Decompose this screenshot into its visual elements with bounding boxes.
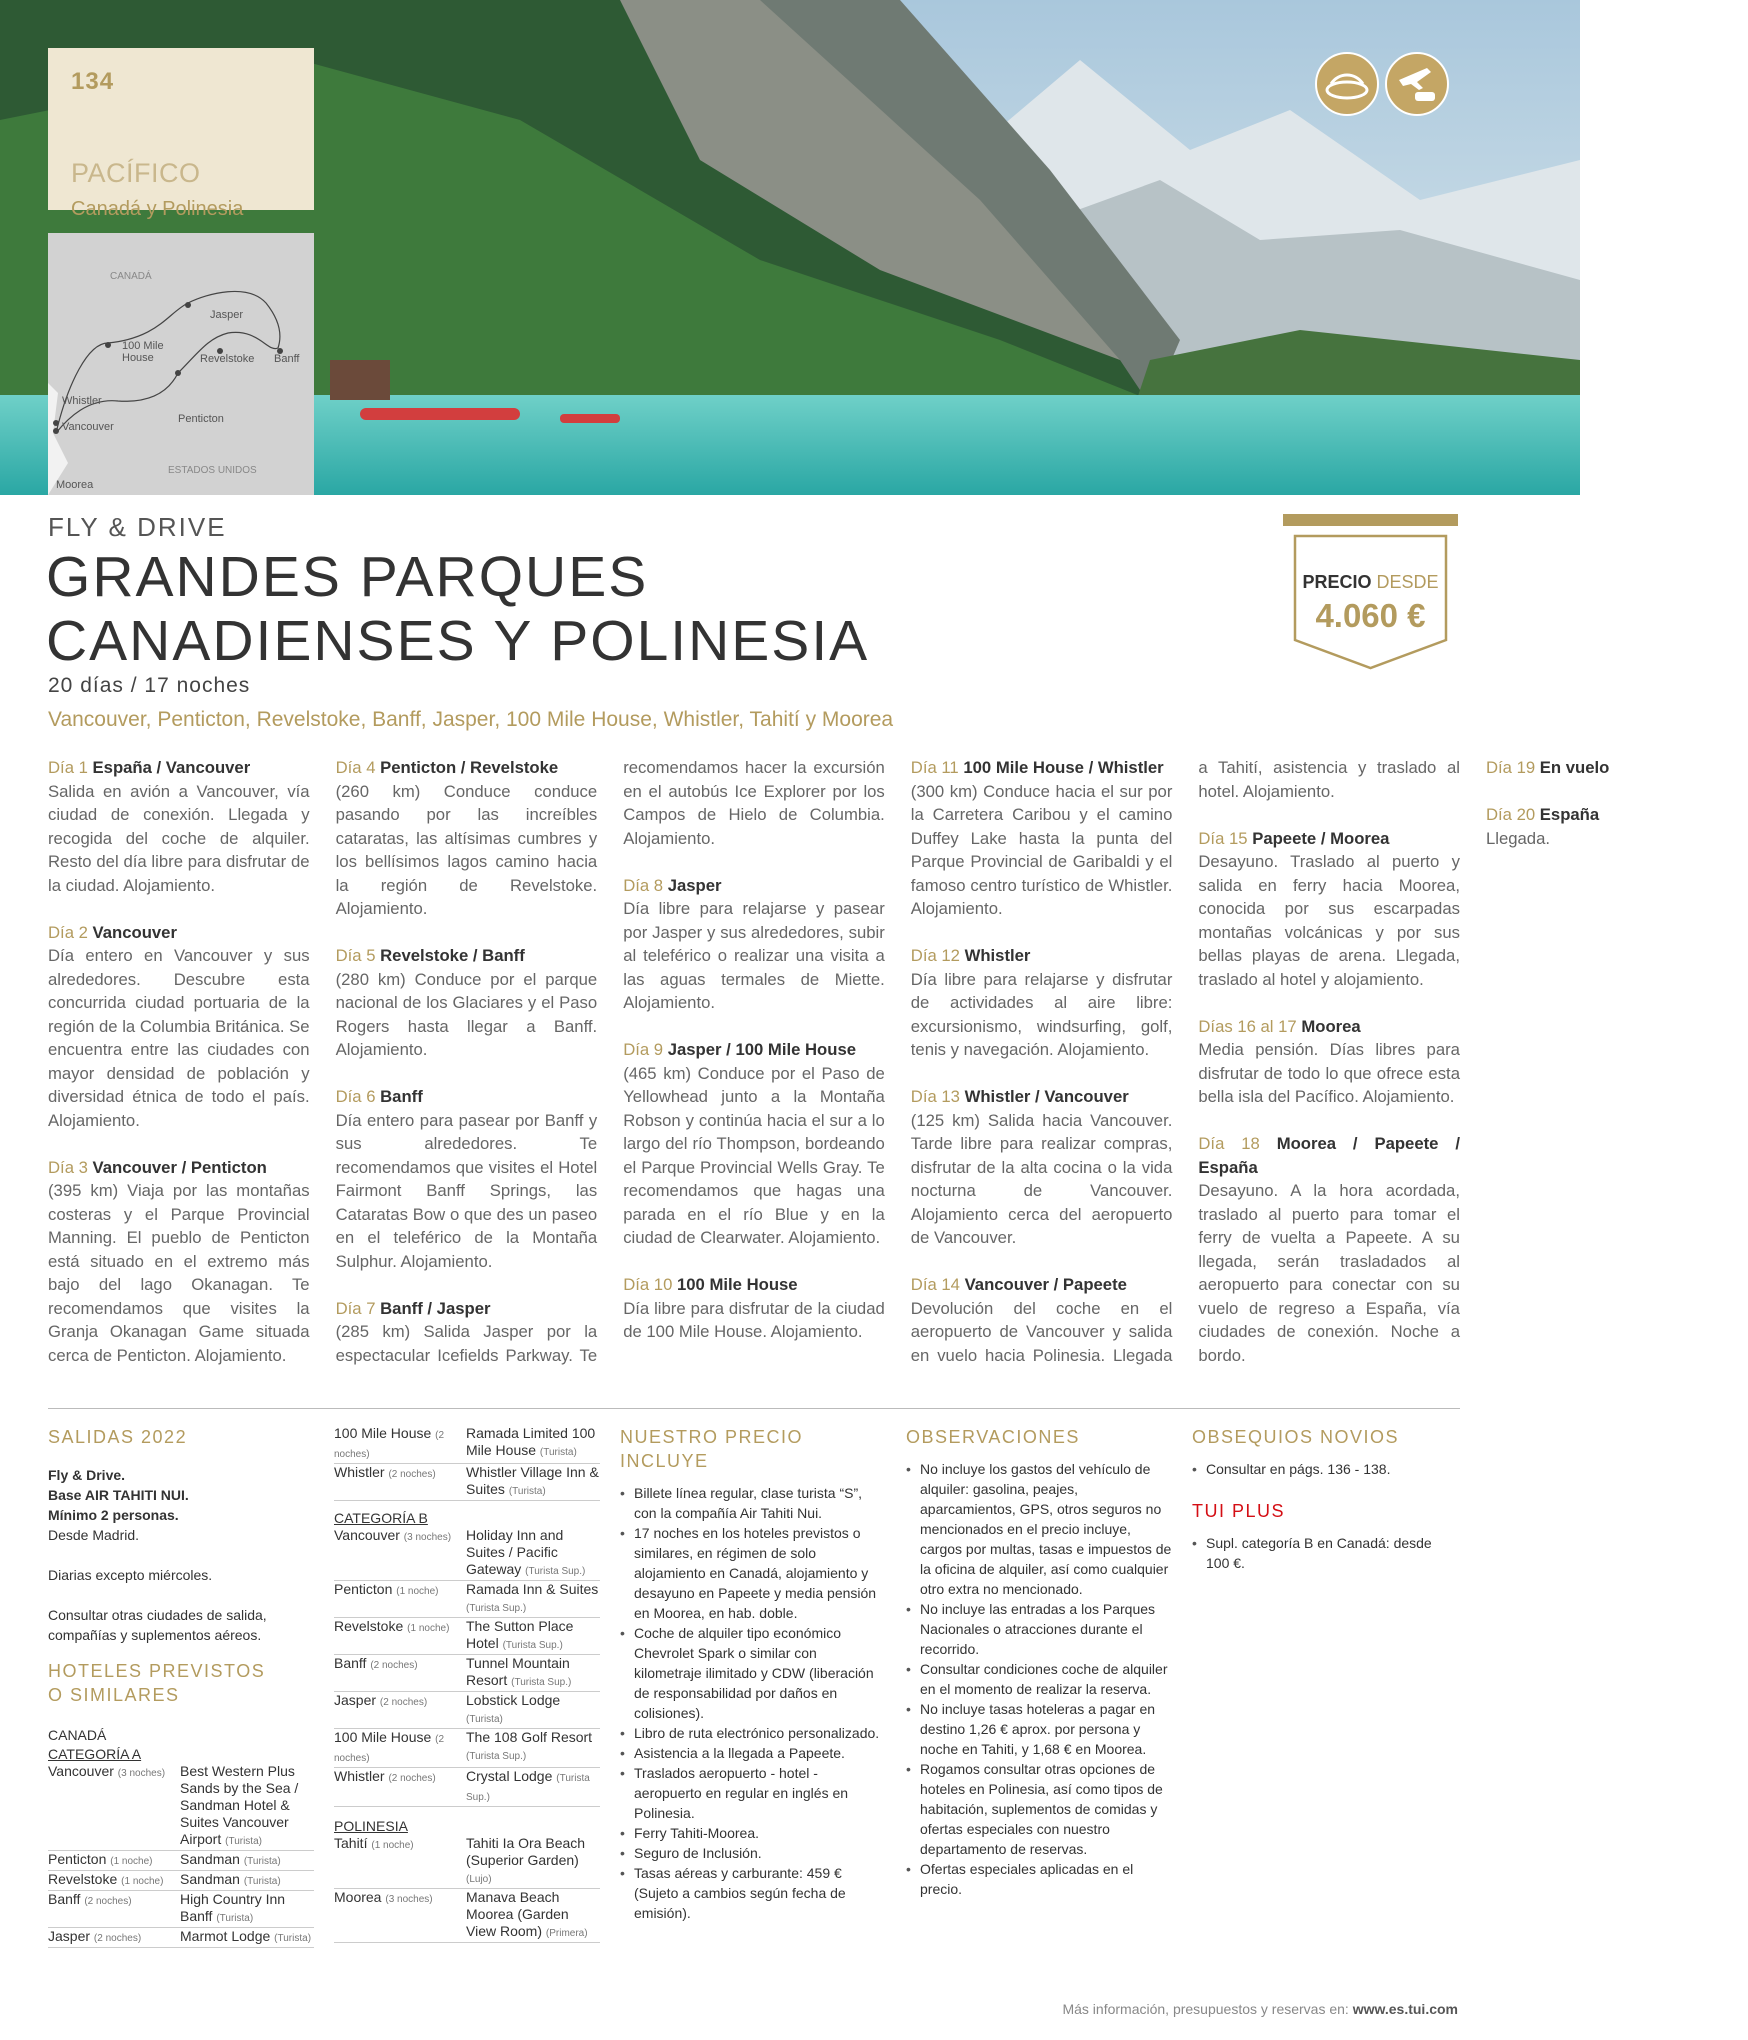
list-item: • Tasas aéreas y carburante: 459 € (Sujeto a cambios según fecha de emisión). (620, 1863, 886, 1923)
footer (1062, 2001, 1458, 2017)
day-heading (623, 1038, 885, 1062)
day-heading (911, 944, 1173, 968)
map-label-jasper: Jasper (210, 309, 244, 321)
day-description: (285 km) Salida Jasper por la espectacular Icefields Parkway. Te recomendamos hacer la excursión en el autobús Ice Explorer por los Campos de Hielo de Columbia. Alojamiento. (335, 758, 885, 1365)
hotel-name-cell (180, 1891, 314, 1928)
list-item: • Traslados aeropuerto - hotel - aeropuerto en regular en inglés en Polinesia. (620, 1763, 886, 1823)
hotel-row (334, 1692, 600, 1729)
list-item: • Seguro de Inclusión. (620, 1843, 886, 1863)
itinerary-day (48, 1156, 310, 1368)
salidas-line-3: Mínimo 2 personas. (48, 1507, 179, 1523)
day-heading (336, 1085, 598, 1109)
observaciones-list (906, 1459, 1172, 1899)
section-divider (48, 1408, 1460, 1409)
observaciones-heading: OBSERVACIONES (906, 1427, 1080, 1447)
hotel-name: Ramada Limited 100 Mile House (466, 1425, 596, 1458)
hotel-nights: (2 noches) (334, 1430, 445, 1460)
day-number: Día 1 (48, 758, 88, 777)
hotel-nights: (2 noches) (84, 1896, 132, 1907)
hotel-name: Whistler Village Inn & Suites (466, 1464, 599, 1497)
day-description: Salida en avión a Vancouver, vía ciudad de conexión. Llegada y recogida del coche de alquiler. Resto del día libre para disfrutar de la ciudad. Alojamiento. (48, 781, 310, 895)
hotel-name: Marmot Lodge (180, 1928, 271, 1944)
hotel-name: Lobstick Lodge (466, 1692, 561, 1708)
price-badge (1283, 514, 1458, 682)
hotel-class: (Turista) (539, 1447, 577, 1458)
list-item: • No incluye los gastos del vehículo de alquiler: gasolina, peajes, aparcamientos, GPS, otros seguros no mencionados en el precio incluye, cargos por multas, tasas e impuestos de la oficina de alquiler, así como cualquier otro extra no mencionado. (906, 1459, 1172, 1599)
day-number: Día 20 (1485, 805, 1536, 824)
hotel-class: (Turista Sup.) (502, 1640, 563, 1651)
hotel-name: Tahiti Ia Ora Beach (Superior Garden) (466, 1835, 586, 1868)
hotel-city-cell (334, 1655, 466, 1692)
hotel-nights: (3 noches) (403, 1532, 452, 1543)
hotel-name: Holiday Inn and Suites / Pacific Gateway (466, 1527, 564, 1577)
day-number: Día 13 (910, 1087, 960, 1106)
region-label: PACÍFICO (71, 158, 201, 188)
itinerary-day (1198, 827, 1460, 992)
day-place: Whistler / Vancouver (964, 1087, 1129, 1106)
hotel-city-cell (334, 1527, 466, 1581)
incluye-list (620, 1483, 886, 1923)
day-heading (1486, 756, 1748, 780)
hotel-name: The 108 Golf Resort (466, 1729, 593, 1745)
page-number: 134 (71, 68, 115, 95)
day-place: Whistler (964, 946, 1031, 965)
itinerary-day (623, 1038, 885, 1250)
day-description: (280 km) Conduce por el parque nacional de los Glaciares y el Paso Rogers hasta llegar a Banff. Alojamiento. (335, 969, 598, 1059)
hotel-city-cell (48, 1763, 180, 1851)
day-number: Día 9 (623, 1040, 664, 1059)
footer-text: Más información, presupuestos y reservas en: (1062, 2001, 1349, 2017)
tuiplus-heading: TUI PLUS (1192, 1501, 1286, 1521)
itinerary-day (911, 756, 1173, 921)
day-number: Día 11 (910, 758, 959, 777)
day-number: Día 4 (335, 758, 376, 777)
hotel-city: Penticton (334, 1581, 393, 1597)
hotel-name-cell (466, 1729, 600, 1768)
hotel-class: (Turista Sup.) (525, 1566, 586, 1577)
hotel-name-cell (466, 1692, 600, 1729)
day-description: Día entero para pasear por Banff y sus alrededores. Te recomendamos que visites el Hotel Fairmont Banff Springs, las Cataratas Bow o que des un paseo en el teleférico de la Montaña Sulphur. Alojamiento. (335, 1110, 598, 1271)
hotel-city: Revelstoke (334, 1618, 404, 1634)
day-description: Día entero en Vancouver y sus alrededores. Descubre esta concurrida ciudad portuaria de la región de la Columbia Británica. Se encuentra entre las ciudades con mayor densidad de población y diversidad étnica de todo el país. Alojamiento. (48, 946, 310, 1130)
day-heading (1486, 803, 1748, 827)
hotels-table-a (48, 1763, 314, 1948)
hotel-name-cell (466, 1425, 600, 1464)
itinerary-day (48, 921, 310, 1133)
hotel-name-cell (180, 1928, 314, 1948)
hotel-city: Moorea (334, 1889, 382, 1905)
price-label: PRECIO DESDE (1302, 572, 1439, 592)
hotel-row (48, 1871, 314, 1891)
itinerary-day (911, 1085, 1173, 1250)
hotel-city-cell (334, 1729, 466, 1768)
salidas-consult: Consultar otras ciudades de salida, compañías y suplementos aéreos. (48, 1607, 267, 1643)
day-description: Día libre para disfrutar de la ciudad de 100 Mile House. Alojamiento. (623, 1298, 885, 1341)
incluye-heading: NUESTRO PRECIO INCLUYE (620, 1427, 804, 1471)
hotel-name: Crystal Lodge (466, 1768, 553, 1784)
day-place: Jasper (667, 875, 722, 895)
list-item: • Billete línea regular, clase turista “S”, con la compañía Air Tahiti Nui. (620, 1483, 886, 1523)
hotel-name: Best Western Plus Sands by the Sea / Sandman Hotel & Suites Vancouver Airport (180, 1763, 299, 1847)
itinerary-day (336, 756, 598, 921)
hotel-name: Sandman (180, 1871, 240, 1887)
hotel-nights: (1 noche) (407, 1623, 450, 1634)
hotel-nights: (3 noches) (385, 1894, 433, 1905)
hotel-row (334, 1835, 600, 1889)
hotel-class: (Turista) (508, 1486, 546, 1497)
hotel-class: (Turista) (466, 1714, 503, 1725)
hotel-city: Tahití (334, 1835, 368, 1851)
itinerary-day (623, 1273, 885, 1344)
map-label-canada: CANADÁ (110, 271, 152, 282)
tuiplus-list (1192, 1533, 1458, 1573)
itinerary-day (336, 1085, 598, 1273)
day-description: Día libre para relajarse y pasear por Jasper y sus alrededores, subir al teleférico o realizar una visita a las aguas termales de Miette. Alojamiento. (623, 899, 885, 1012)
hotel-class: (Turista) (243, 1856, 281, 1867)
hotel-name: Tunnel Mountain Resort (466, 1655, 570, 1688)
day-place: Revelstoke / Banff (380, 946, 525, 965)
hotel-class: (Turista Sup.) (511, 1677, 572, 1688)
hotel-name: High Country Inn Banff (180, 1891, 286, 1924)
list-item: • No incluye tasas hoteleras a pagar en destino 1,26 € aprox. por persona y noche en Tahiti, y 1,68 € en Moorea. (906, 1699, 1172, 1759)
page-tag (48, 48, 314, 220)
day-description: (125 km) Salida hacia Vancouver. Tarde libre para realizar compras, disfrutar de la alta cocina o la vida nocturna de Vancouver. Alojamiento cerca del aeropuerto de Vancouver. (910, 1110, 1173, 1247)
hotel-city-cell (334, 1425, 466, 1464)
day-number: Día 5 (335, 946, 376, 965)
list-item: • No incluye las entradas a los Parques Nacionales o atracciones durante el recorrido. (906, 1599, 1172, 1659)
hotel-row (334, 1768, 600, 1807)
hotel-row (334, 1618, 600, 1655)
hotel-city: Penticton (48, 1851, 107, 1867)
itinerary-day (1486, 803, 1748, 850)
day-description: Desayuno. A la hora acordada, traslado al puerto para tomar el ferry de vuelta a Papeete. A su llegada, serán trasladados al aeropuerto para conectar con su vuelo de regreso a España, vía ciudades de conexión. Noche a bordo. (1198, 1181, 1460, 1365)
hotel-class: (Turista) (225, 1836, 262, 1847)
map-label-vancouver: Vancouver (62, 421, 114, 433)
hotel-class: (Primera) (545, 1928, 588, 1939)
hotel-city: Whistler (334, 1464, 385, 1480)
incluye-column (620, 1425, 886, 1923)
hotel-name-cell (180, 1851, 314, 1871)
hotels-category-a: CATEGORÍA A (48, 1746, 142, 1762)
day-heading (1198, 1015, 1460, 1039)
hotel-name-cell (466, 1889, 600, 1943)
day-description: (260 km) Conduce conduce pasando por las increíbles cataratas, las altísimas cumbres y los bellísimos lagos camino hacia la región de Revelstoke. Alojamiento. (335, 781, 598, 918)
list-item: • Consultar en págs. 136 - 138. (1192, 1459, 1458, 1479)
hotel-city-cell (334, 1581, 466, 1618)
itinerary-day (623, 874, 885, 1015)
day-description: Desayuno. Traslado al puerto y salida en ferry hacia Moorea, conocida por sus escarpadas montañas volcánicas y por sus bellas playas de arena. Llegada, traslado al hotel y alojamiento. (1198, 852, 1460, 989)
itinerary-day (336, 944, 598, 1062)
day-heading (336, 756, 598, 780)
list-item: • Coche de alquiler tipo económico Chevrolet Spark o similar con kilometraje ilimitado y CDW (liberación de responsabilidad por daños en colisiones). (620, 1623, 886, 1723)
hotel-row (48, 1763, 314, 1851)
hotel-class: (Turista Sup.) (466, 1603, 527, 1614)
day-number: Día 14 (910, 1275, 960, 1294)
hotel-class: (Turista Sup.) (466, 1751, 527, 1762)
day-heading (48, 921, 310, 945)
hotel-row (334, 1527, 600, 1581)
hotel-row (48, 1851, 314, 1871)
title-line-2: CANADIENSES Y POLINESIA (46, 609, 870, 673)
hotel-city-cell (334, 1768, 466, 1807)
hotels-country-canada: CANADÁ (48, 1727, 107, 1743)
map-label-banff: Banff (274, 353, 300, 365)
hotel-row (334, 1464, 600, 1501)
hotel-class: (Lujo) (466, 1874, 492, 1885)
salidas-heading: SALIDAS 2022 (48, 1427, 188, 1447)
day-number: Día 19 (1485, 758, 1536, 777)
day-place: Penticton / Revelstoke (380, 758, 559, 777)
day-description: Día libre para relajarse y disfrutar de actividades al aire libre: excursionismo, windsurfing, golf, tenis y navegación. Alojamiento. (910, 969, 1173, 1059)
map-label-revelstoke: Revelstoke (200, 353, 255, 365)
list-item: • Ofertas especiales aplicadas en el precio. (906, 1859, 1172, 1899)
hotel-name: Manava Beach Moorea (Garden View Room) (466, 1889, 569, 1939)
hotel-city: Jasper (48, 1928, 91, 1944)
itinerary-day (911, 944, 1173, 1062)
day-heading (911, 1085, 1173, 1109)
page-title (46, 545, 869, 673)
hotel-row (334, 1889, 600, 1943)
duration: 20 días / 17 noches (48, 674, 251, 697)
day-heading (336, 944, 598, 968)
hotels-category-b: CATEGORÍA B (334, 1510, 428, 1526)
list-item: • Ferry Tahiti-Moorea. (620, 1823, 886, 1843)
hotels-table-polinesia (334, 1835, 600, 1943)
hotel-city-cell (334, 1889, 466, 1943)
hotel-city-cell (48, 1891, 180, 1928)
hotel-class: (Turista) (274, 1933, 312, 1944)
map-label-estados-unidos: ESTADOS UNIDOS (168, 465, 257, 476)
hotel-nights: (2 noches) (370, 1660, 418, 1671)
day-place: Moorea (1301, 1016, 1361, 1036)
hotel-name: Sandman (180, 1851, 240, 1867)
subregion-label: Canadá y Polinesia (71, 198, 244, 220)
hotel-name-cell (466, 1655, 600, 1692)
hotel-class: (Turista) (243, 1876, 281, 1887)
list-item: • Rogamos consultar otras opciones de hoteles en Polinesia, así como tipos de habitación, suplementos de comidas y ofertas especiales con nuestro departamento de reservas. (906, 1759, 1172, 1859)
hotel-nights: (2 noches) (388, 1469, 436, 1480)
map-label-moorea: Moorea (56, 479, 94, 491)
hotels-column (334, 1425, 600, 1943)
day-place: España / Vancouver (92, 758, 251, 777)
day-description: (465 km) Conduce por el Paso de Yellowhead junto a la Montaña Robson y continúa hacia el sur a lo largo del río Thompson, bordeando el Parque Provincial Wells Gray. Te recomendamos que hagas una parada en el río Blue y en la ciudad de Clearwater. Alojamiento. (623, 1063, 885, 1247)
day-heading (911, 756, 1173, 780)
day-number: Días 16 al 17 (1198, 1016, 1297, 1036)
hotel-city-cell (48, 1871, 180, 1891)
day-number: Día 7 (335, 1298, 376, 1318)
hotel-city: Banff (48, 1891, 81, 1907)
hotel-name-cell (466, 1618, 600, 1655)
hotel-nights: (1 noche) (371, 1840, 414, 1851)
day-description: (395 km) Viaja por las montañas costeras y el Parque Provincial Manning. El pueblo de Penticton está situado en el extremo más bajo del lago Okanagan. Te recomendamos que visites la Granja Okanagan Game situada cerca de Penticton. Alojamiento. (48, 1181, 310, 1365)
hotel-name-cell (466, 1768, 600, 1807)
salidas-line-2: Base AIR TAHITI NUI. (48, 1487, 189, 1503)
obsequios-list (1192, 1459, 1458, 1479)
itinerary (48, 756, 1610, 1388)
route-map (48, 233, 314, 495)
hotel-nights: (1 noche) (396, 1586, 439, 1597)
hotel-name-cell (466, 1581, 600, 1618)
obsequios-column (1192, 1425, 1458, 1573)
hotel-name: The Sutton Place Hotel (466, 1618, 574, 1651)
hotel-name-cell (180, 1763, 314, 1851)
day-place: Vancouver (92, 922, 177, 942)
map-label-100-mile-house: 100 Mile House (122, 340, 164, 364)
hotel-city: Vancouver (334, 1527, 400, 1543)
hotel-nights: (1 noche) (110, 1856, 153, 1867)
day-heading (48, 1156, 310, 1180)
itinerary-day (1198, 1132, 1460, 1367)
list-item: • Asistencia a la llegada a Papeete. (620, 1743, 886, 1763)
day-description: Devolución del coche en el aeropuerto de Vancouver y salida en vuelo hacia Polinesia. Llegada a Tahití, asistencia y traslado al hotel. Alojamiento. (910, 758, 1460, 1365)
day-heading (623, 1273, 885, 1297)
hotel-nights: (3 noches) (117, 1768, 166, 1779)
day-place: 100 Mile House / Whistler (963, 758, 1164, 777)
hotel-name: Ramada Inn & Suites (466, 1581, 599, 1597)
hotel-nights: (2 noches) (93, 1933, 142, 1944)
hotel-city: 100 Mile House (334, 1425, 432, 1441)
day-number: Día 6 (335, 1087, 376, 1106)
day-number: Día 2 (48, 922, 88, 942)
hotels-country-polinesia: POLINESIA (334, 1818, 408, 1834)
hotels-heading: HOTELES PREVISTOS O SIMILARES (48, 1661, 266, 1705)
day-number: Día 18 (1198, 1134, 1260, 1153)
hotel-class: (Turista Sup.) (466, 1773, 590, 1803)
hotel-row (334, 1425, 600, 1464)
hotel-name-cell (466, 1835, 600, 1889)
map-label-whistler: Whistler (62, 395, 102, 407)
day-description: Llegada. (1485, 828, 1550, 848)
day-heading (1198, 827, 1460, 851)
day-place: Vancouver / Papeete (964, 1275, 1127, 1294)
day-place: En vuelo (1539, 758, 1610, 777)
hotel-city: Jasper (334, 1692, 377, 1708)
list-item: • 17 noches en los hoteles previstos o similares, en régimen de solo alojamiento en Canadá, alojamiento y desayuno en Papeete y media pensión en Moorea, en hab. doble. (620, 1523, 886, 1623)
day-number: Día 8 (623, 875, 664, 895)
obsequios-heading: OBSEQUIOS NOVIOS (1192, 1427, 1400, 1447)
list-item: • Supl. categoría B en Canadá: desde 100 €. (1192, 1533, 1458, 1573)
day-description: (300 km) Conduce hacia el sur por la Carretera Caribou y el camino Duffey Lake hasta la punta del Parque Provincial de Garibaldi y el famoso centro turístico de Whistler. Alojamiento. (910, 781, 1173, 918)
title-line-1: GRANDES PARQUES (46, 545, 649, 609)
day-place: Jasper / 100 Mile House (667, 1040, 857, 1059)
day-number: Día 15 (1198, 828, 1248, 848)
hotel-city: Banff (334, 1655, 367, 1671)
hotel-name-cell (466, 1464, 600, 1501)
hotels-table-a-cont (334, 1425, 600, 1501)
hotel-city: Revelstoke (48, 1871, 118, 1887)
hotel-city-cell (334, 1464, 466, 1501)
salidas-column (48, 1425, 314, 1948)
hotel-row (48, 1928, 314, 1948)
hotel-nights: (2 noches) (388, 1773, 436, 1784)
hotel-city-cell (334, 1835, 466, 1889)
day-heading (911, 1273, 1173, 1297)
price-value: 4.060 € (1315, 597, 1426, 634)
route-list: Vancouver, Penticton, Revelstoke, Banff, Jasper, 100 Mile House, Whistler, Tahití y Moorea (48, 708, 894, 731)
hotel-row (48, 1891, 314, 1928)
hotel-row (334, 1581, 600, 1618)
footer-link[interactable]: www.es.tui.com (1352, 2001, 1458, 2017)
day-place: Moorea / Papeete / España (1198, 1134, 1460, 1177)
hotel-nights: (1 noche) (121, 1876, 164, 1887)
day-place: Banff / Jasper (380, 1298, 491, 1318)
observaciones-column (906, 1425, 1172, 1899)
salidas-line-1: Fly & Drive. (48, 1467, 126, 1483)
hotels-table-b (334, 1527, 600, 1807)
hotel-class: (Turista) (216, 1913, 254, 1924)
hotel-city-cell (334, 1692, 466, 1729)
hotel-row (334, 1655, 600, 1692)
day-heading (48, 756, 310, 780)
hotel-city: Vancouver (48, 1763, 114, 1779)
day-place: España (1539, 805, 1600, 824)
day-place: 100 Mile House (677, 1275, 798, 1294)
salidas-daily: Diarias excepto miércoles. (48, 1567, 213, 1583)
map-label-penticton: Penticton (178, 413, 224, 425)
hotel-name-cell (466, 1527, 600, 1581)
day-description: Media pensión. Días libres para disfrutar de todo lo que ofrece esta bella isla del Pacífico. Alojamiento. (1198, 1040, 1460, 1106)
itinerary-day (48, 756, 310, 897)
day-heading (1198, 1132, 1460, 1179)
list-item: • Consultar condiciones coche de alquiler en el momento de realizar la reserva. (906, 1659, 1172, 1699)
hotel-city: 100 Mile House (334, 1729, 432, 1745)
day-place: Banff (380, 1087, 423, 1106)
hotel-city-cell (334, 1618, 466, 1655)
hotel-city-cell (48, 1928, 180, 1948)
itinerary-day (1198, 1015, 1460, 1109)
day-number: Día 10 (623, 1275, 673, 1294)
itinerary-day (1486, 756, 1748, 780)
day-heading (336, 1297, 598, 1321)
day-number: Día 12 (910, 946, 960, 965)
hotel-city: Whistler (334, 1768, 385, 1784)
hotel-name-cell (180, 1871, 314, 1891)
salidas-from: Desde Madrid. (48, 1527, 140, 1543)
beach-icon (1315, 52, 1379, 116)
category-label: FLY & DRIVE (48, 512, 227, 542)
product-icons (1315, 52, 1455, 120)
day-place: Vancouver / Penticton (92, 1157, 267, 1177)
hotel-nights: (2 noches) (379, 1697, 428, 1708)
hotel-row (334, 1729, 600, 1768)
fly-drive-icon (1385, 52, 1449, 116)
day-number: Día 3 (48, 1157, 88, 1177)
list-item: • Libro de ruta electrónico personalizado. (620, 1723, 886, 1743)
hotel-city-cell (48, 1851, 180, 1871)
day-place: Papeete / Moorea (1252, 828, 1390, 848)
hotel-nights: (2 noches) (334, 1734, 445, 1764)
day-heading (623, 874, 885, 898)
